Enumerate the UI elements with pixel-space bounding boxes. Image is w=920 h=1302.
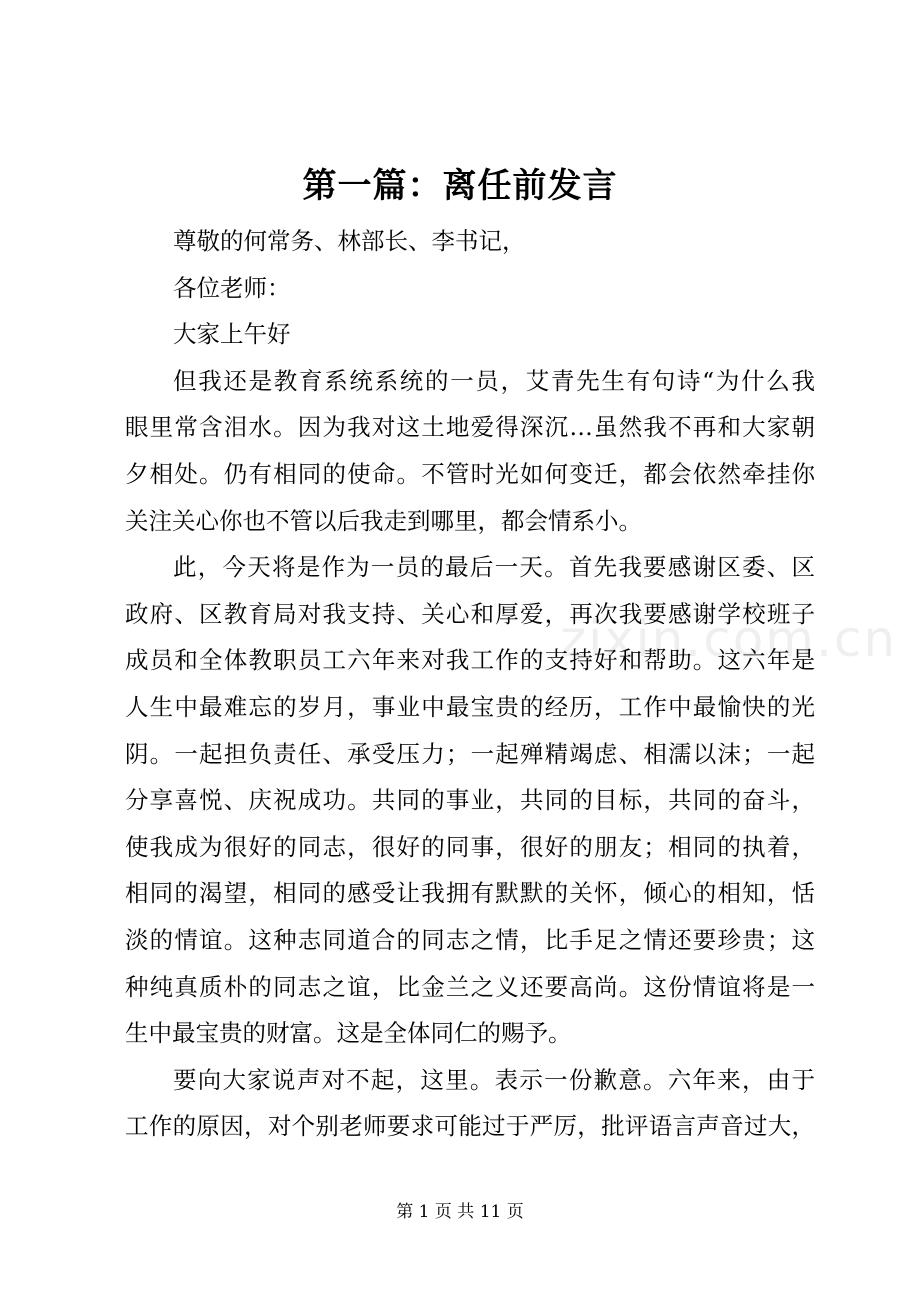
paragraph-line: 分享喜悦、庆祝成功。共同的事业，共同的目标，共同的奋斗， [125,786,815,815]
paragraph-line: 阴。一起担负责任、承受压力；一起殚精竭虑、相濡以沫；一起 [125,739,815,768]
paragraph-line: 种纯真质朴的同志之谊，比金兰之义还要高尚。这份情谊将是一 [125,972,815,1001]
document-body [125,218,815,1150]
paragraph-line: 眼里常含泪水。因为我对这土地爱得深沉…虽然我不再和大家朝 [125,413,815,442]
paragraph-line: 要向大家说声对不起，这里。表示一份歉意。六年来，由于 [173,1065,815,1094]
paragraph-line: 此，今天将是作为一员的最后一天。首先我要感谢区委、区 [173,553,815,582]
paragraph-line: 关注关心你也不管以后我走到哪里，都会情系小。 [125,506,642,535]
paragraph-line: 夕相处。仍有相同的使命。不管时光如何变迁，都会依然牵挂你 [125,459,815,488]
paragraph-line: 淡的情谊。这种志同道合的同志之情，比手足之情还要珍贵；这 [125,925,815,954]
paragraph-line: 成员和全体教职员工六年来对我工作的支持好和帮助。这六年是 [125,646,815,675]
page-footer: 第 1 页 共 11 页 [396,1202,524,1222]
paragraph-line: 工作的原因，对个别老师要求可能过于严厉，批评语言声音过大， [125,1112,815,1141]
document-title: 第一篇：离任前发言 [302,166,618,206]
salutation-line: 各位老师： [173,273,291,302]
salutation-line: 尊敬的何常务、林部长、李书记， [173,227,526,255]
watermark: zixin.com.cn [560,610,898,668]
paragraph-line: 政府、区教育局对我支持、关心和厚爱，再次我要感谢学校班子 [125,599,815,628]
paragraph-line: 相同的渴望，相同的感受让我拥有默默的关怀，倾心的相知，恬 [125,879,815,908]
paragraph-line: 使我成为很好的同志，很好的同事，很好的朋友；相同的执着， [125,832,815,861]
paragraph-line: 人生中最难忘的岁月，事业中最宝贵的经历，工作中最愉快的光 [125,692,815,721]
greeting-line: 大家上午好 [173,320,291,349]
paragraph-line: 生中最宝贵的财富。这是全体同仁的赐予。 [125,1019,572,1048]
paragraph-line: 但我还是教育系统系统的一员，艾青先生有句诗“为什么我 [173,366,815,395]
